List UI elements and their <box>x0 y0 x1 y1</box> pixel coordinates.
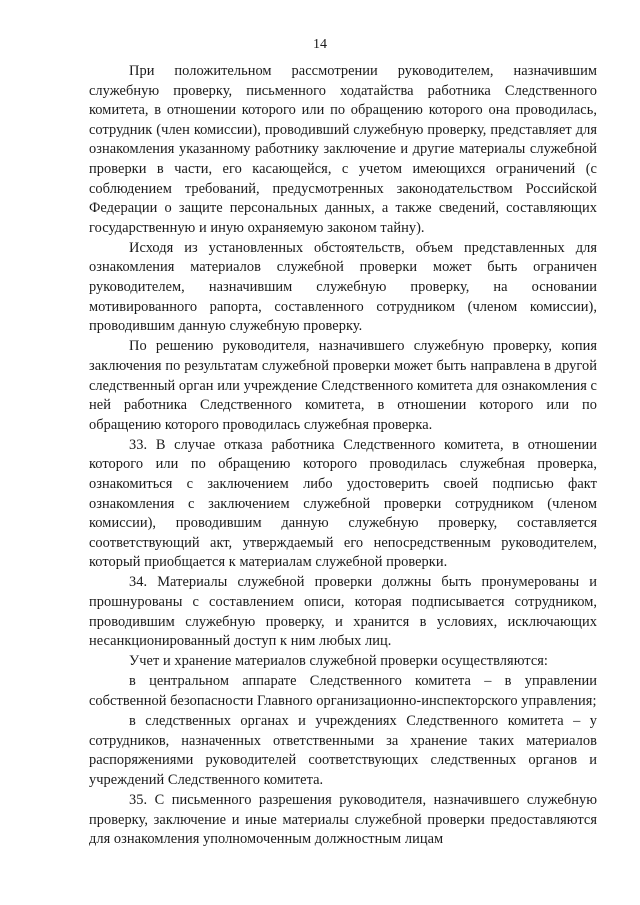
paragraph-storage-regional: в следственных органах и учреждениях Следственного комитета – у сотрудников, назначенных ответственными за хранение таких материалов распоряжениями руководителей соответствующих следственных органов и учреждений Следственного комитета. <box>89 713 597 788</box>
paragraph-storage-intro: Учет и хранение материалов служебной проверки осуществляются: <box>129 653 548 670</box>
paragraph-copy-forwarding: По решению руководителя, назначившего служебную проверку, копия заключения по результатам служебной проверки может быть направлена в другой следственный орган или учреждение Следственного комитета для ознакомления с ней работника Следственного комитета, в отношении которого или по обращению которого проводилась служебная проверка. <box>89 338 597 433</box>
page-number: 14 <box>313 37 327 52</box>
document-body <box>89 62 597 850</box>
paragraph-item-33: 33. В случае отказа работника Следственного комитета, в отношении которого или по обращению которого проводилась служебная проверка, ознакомиться с заключением либо удостоверить своей подписью факт ознакомления с заключением служебной проверки сотрудником (членом комиссии), проводившим данную служебную проверку, составляется соответствующий акт, утверждаемый его непосредственным руководителем, который приобщается к материалам служебной проверки. <box>89 436 597 571</box>
paragraph-review-approval: При положительном рассмотрении руководителем, назначившим служебную проверку, письменного ходатайства работника Следственного комитета, в отношении которого или по обращению которого она проводилась, сотрудник (член комиссии), проводивший служебную проверку, представляет для ознакомления указанному работнику заключение и другие материалы служебной проверки в части, его касающейся, с учетом имеющихся ограничений (с соблюдением требований, предусмотренных законодательством Российской Федерации о защите персональных данных, а также сведений, составляющих государственную и иную охраняемую законом тайну). <box>89 63 597 236</box>
paragraph-item-35: 35. С письменного разрешения руководителя, назначившего служебную проверку, заключение и иные материалы служебной проверки предоставляются для ознакомления уполномоченным должностным лицам <box>89 791 597 848</box>
paragraph-storage-central: в центральном аппарате Следственного комитета – в управлении собственной безопасности Главного организационно-инспекторского управления; <box>89 673 597 709</box>
paragraph-scope-limitation: Исходя из установленных обстоятельств, объем представленных для ознакомления материалов служебной проверки может быть ограничен руководителем, назначившим служебную проверку, на основании мотивированного рапорта, составленного сотрудником (членом комиссии), проводившим данную служебную проверку. <box>89 239 597 335</box>
paragraph-item-34: 34. Материалы служебной проверки должны быть пронумерованы и прошнурованы с составлением описи, которая подписывается сотрудником, проводившим служебную проверку, и хранится в условиях, исключающих несанкционированный доступ к ним любых лиц. <box>89 574 597 650</box>
